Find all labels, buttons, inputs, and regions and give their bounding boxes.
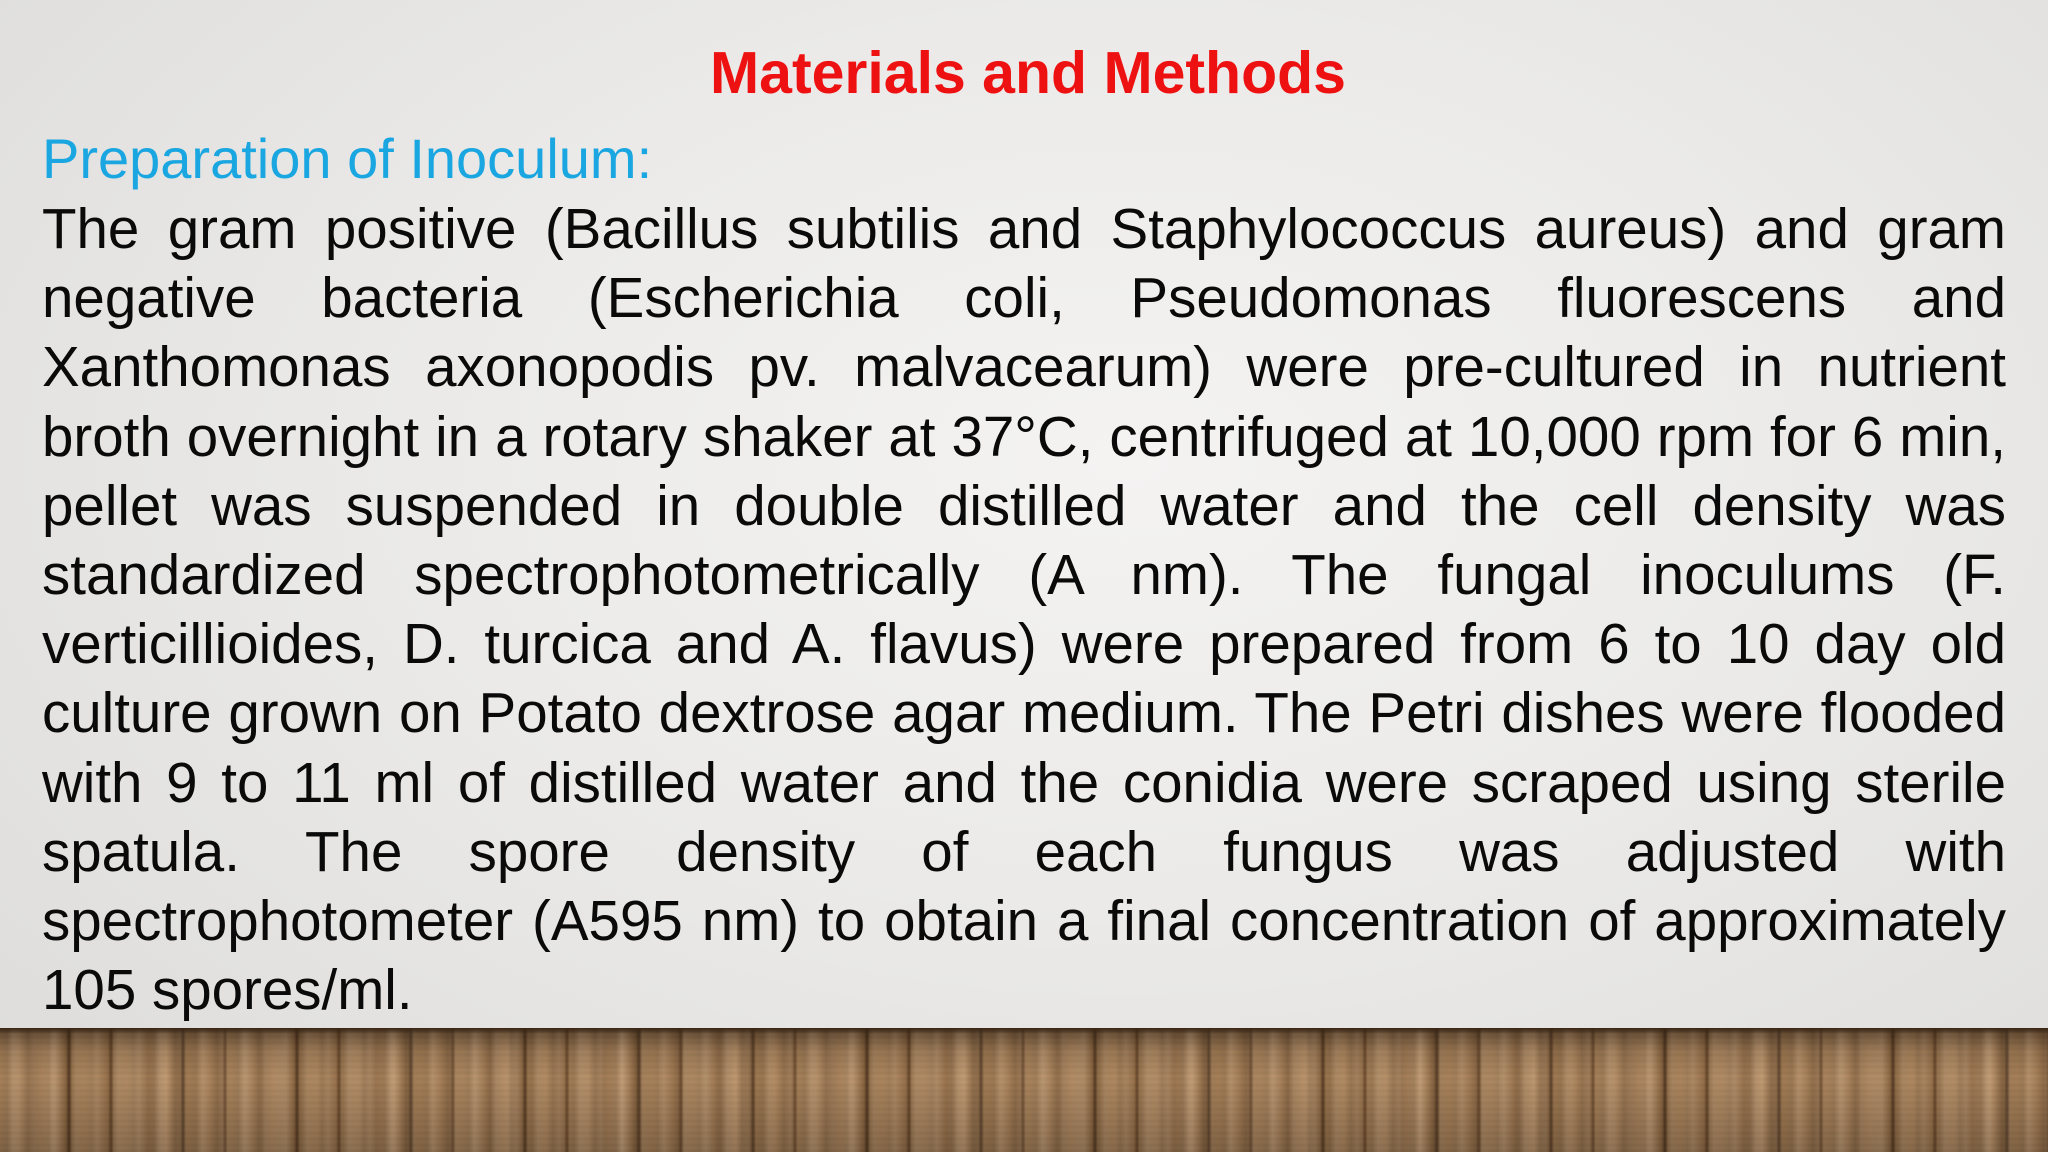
section-heading: Preparation of Inoculum: [42, 127, 653, 190]
wood-floor-decoration [0, 1028, 2048, 1152]
wood-grain-overlay [0, 1028, 2048, 1152]
body-paragraph: The gram positive (Bacillus subtilis and Staphylococcus aureus) and gram negative bacteria (Escherichia coli, Pseudomonas fluorescens and Xanthomonas axonopodis pv. malvacearum) were pre-cultured in nutrient broth overnight in a rotary shaker at 37°C, centrifuged at 10,000 rpm for 6 min, pellet was suspended in double distilled water and the cell density was standardized spectrophotometrically (A nm). The fungal inoculums (F. verticillioides, D. turcica and A. flavus) were prepared from 6 to 10 day old culture grown on Potato dextrose agar medium. The Petri dishes were flooded with 9 to 11 ml of distilled water and the conidia were scraped using sterile spatula. The spore density of each fungus was adjusted with spectrophotometer (A595 nm) to obtain a final concentration of approximately 105 spores/ml. [42, 197, 2006, 1022]
slide-title: Materials and Methods [709, 40, 1346, 106]
floor-edge-shadow [0, 1028, 2048, 1034]
